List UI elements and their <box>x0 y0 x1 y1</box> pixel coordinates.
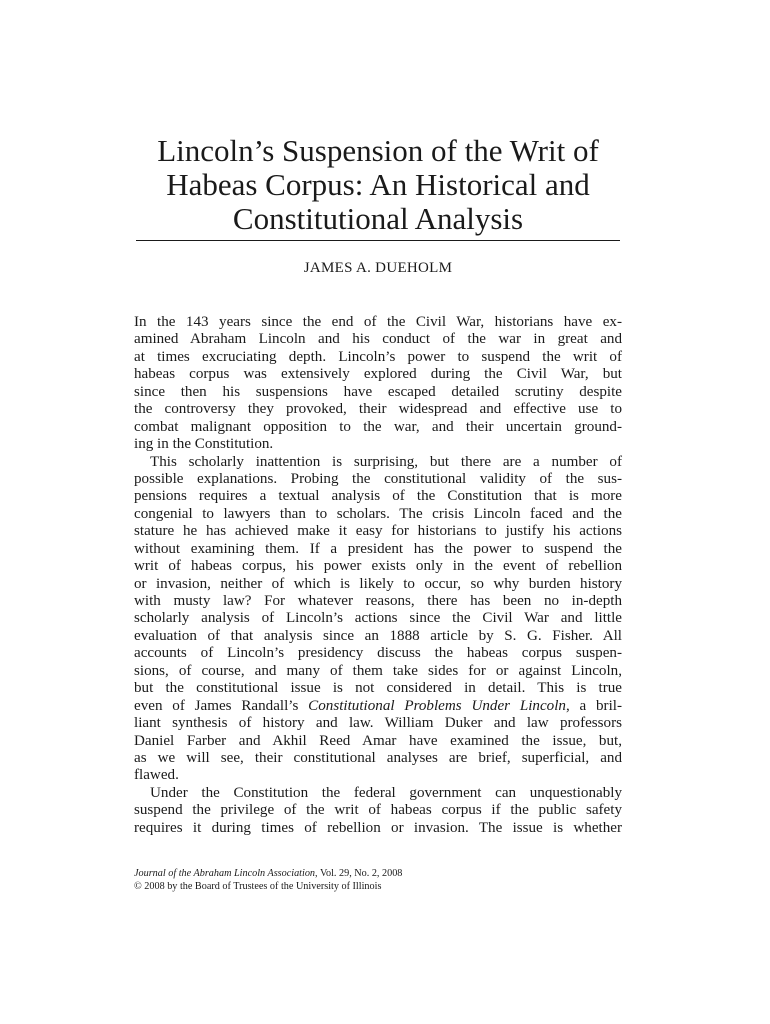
title-line: Constitutional Analysis <box>232 201 524 236</box>
body-line: Under the Constitution the federal government can unquestionably <box>150 784 622 801</box>
body-line: possible explanations. Probing the constitutional validity of the sus- <box>134 470 622 487</box>
body-line: congenial to lawyers than to scholars. The crisis Lincoln faced and the <box>134 505 622 522</box>
body-line: the controversy they provoked, their widespread and effective use to <box>134 401 622 418</box>
book-title-italic: Constitutional Problems Under Lincoln <box>308 697 566 714</box>
title-divider <box>136 240 620 241</box>
copyright-notice: © 2008 by the Board of Trustees of the University of Illinois <box>134 880 382 892</box>
article-body <box>134 314 622 837</box>
title-line: Habeas Corpus: An Historical and <box>166 167 590 202</box>
article-title <box>136 134 620 236</box>
body-line: flawed. <box>134 767 179 784</box>
body-line: accounts of Lincoln’s presidency discuss the habeas corpus suspen- <box>134 645 622 662</box>
journal-volume: , Vol. 29, No. 2, 2008 <box>315 868 403 879</box>
body-line: requires it during times of rebellion or invasion. The issue is whether <box>134 819 622 836</box>
body-line-with-italic-title <box>134 698 622 715</box>
body-line: habeas corpus was extensively explored during the Civil War, but <box>134 366 622 383</box>
body-line: or invasion, neither of which is likely to occur, so why burden history <box>134 575 622 592</box>
body-line: pensions requires a textual analysis of the Constitution that is more <box>134 488 622 505</box>
body-line: at times excruciating depth. Lincoln’s power to suspend the writ of <box>134 348 622 365</box>
body-line: combat malignant opposition to the war, and their uncertain ground- <box>134 418 622 435</box>
body-line: stature he has achieved make it easy for historians to justify his actions <box>134 523 622 540</box>
body-line: sions, of course, and many of them take sides for or against Lincoln, <box>134 662 622 679</box>
body-line: In the 143 years since the end of the Civil War, historians have ex- <box>134 314 622 330</box>
body-line: without examining them. If a president has the power to suspend the <box>134 540 622 557</box>
body-line: as we will see, their constitutional analyses are brief, superficial, and <box>134 749 622 766</box>
title-line: Lincoln’s Suspension of the Writ of <box>157 133 599 168</box>
author-name: JAMES A. DUEHOLM <box>303 260 453 276</box>
body-line: amined Abraham Lincoln and his conduct of the war in great and <box>134 331 622 348</box>
body-line: Daniel Farber and Akhil Reed Amar have examined the issue, but, <box>134 732 622 749</box>
body-line-segment: , a bril- <box>565 697 622 714</box>
citation-footer <box>134 868 622 893</box>
body-line: since then his suspensions have escaped detailed scrutiny despite <box>134 383 622 400</box>
body-line: but the constitutional issue is not considered in detail. This is true <box>134 680 622 697</box>
body-line: evaluation of that analysis since an 1888 article by S. G. Fisher. All <box>134 627 622 644</box>
body-line-segment: even of James Randall’s <box>134 697 309 714</box>
body-line: with musty law? For whatever reasons, there has been no in-depth <box>134 593 622 609</box>
body-line: This scholarly inattention is surprising, but there are a number of <box>150 453 622 470</box>
body-line: liant synthesis of history and law. William Duker and law professors <box>134 715 622 732</box>
body-line: writ of habeas corpus, his power exists only in the event of rebellion <box>134 558 622 575</box>
body-line: suspend the privilege of the writ of habeas corpus if the public safety <box>134 802 622 819</box>
journal-name: Journal of the Abraham Lincoln Association <box>134 868 316 879</box>
body-line: scholarly analysis of Lincoln’s actions since the Civil War and little <box>134 610 622 627</box>
body-line: ing in the Constitution. <box>134 436 274 453</box>
journal-citation <box>134 868 622 881</box>
